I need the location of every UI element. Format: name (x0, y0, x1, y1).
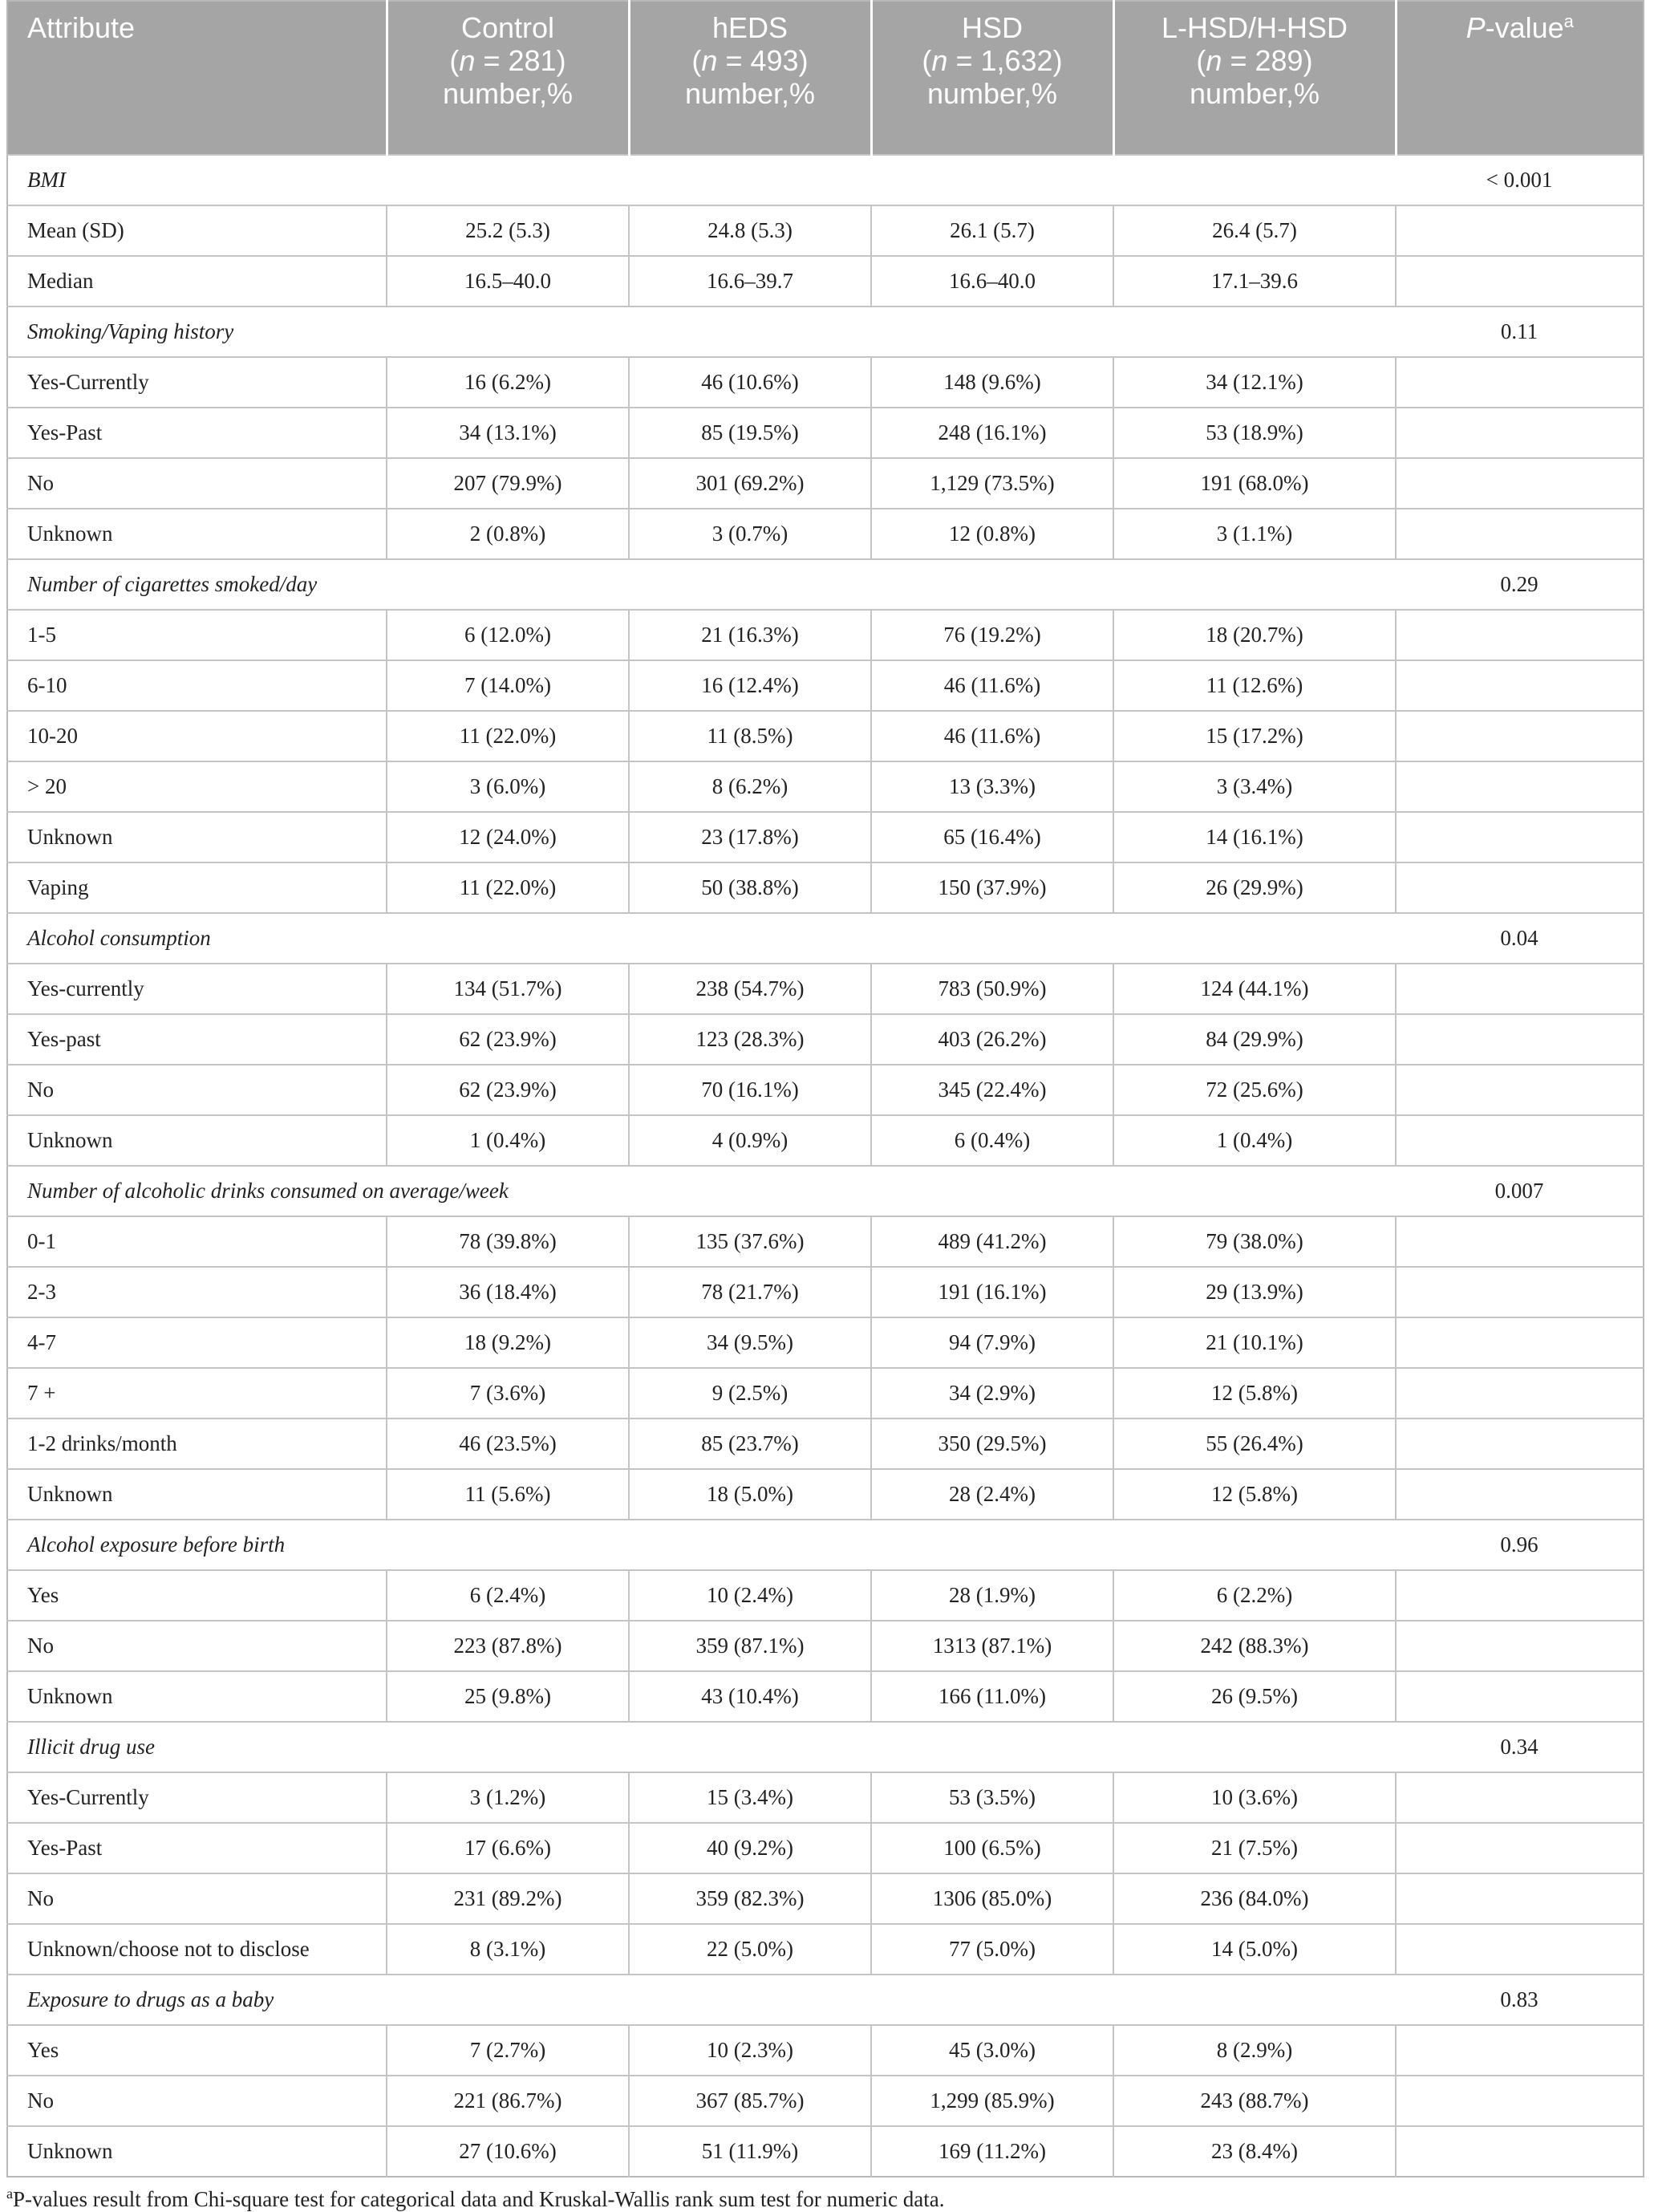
header-group-hsd (871, 1, 1113, 155)
p-value: 0.34 (1396, 1722, 1644, 1772)
table-cell: 18 (20.7%) (1113, 610, 1396, 660)
header-group-n-value: 281 (508, 44, 557, 77)
table-cell: 223 (87.8%) (387, 1621, 629, 1671)
table-cell: 18 (9.2%) (387, 1317, 629, 1368)
table-cell: 11 (22.0%) (387, 711, 629, 761)
table-cell: 51 (11.9%) (629, 2126, 871, 2177)
table-row (7, 1873, 1644, 1924)
p-value-cell (1396, 1924, 1644, 1975)
table-row (7, 1115, 1644, 1166)
row-label: Yes-past (7, 1014, 387, 1065)
table-cell: 28 (1.9%) (871, 1570, 1113, 1621)
table-cell: 85 (23.7%) (629, 1419, 871, 1469)
section-row (7, 913, 1644, 964)
section-row (7, 559, 1644, 610)
table-row (7, 1671, 1644, 1722)
table-cell: 26.4 (5.7) (1113, 205, 1396, 256)
table-cell: 134 (51.7%) (387, 964, 629, 1014)
row-label: Yes (7, 1570, 387, 1621)
table-cell: 12 (24.0%) (387, 812, 629, 862)
table-cell: 1,299 (85.9%) (871, 2076, 1113, 2126)
header-group-n-value: 1,632 (980, 44, 1053, 77)
header-pvalue-sup: a (1563, 11, 1574, 31)
table-cell: 6 (12.0%) (387, 610, 629, 660)
header-pvalue-rest: -value (1485, 11, 1564, 44)
table-row (7, 1823, 1644, 1873)
table-cell: 6 (0.4%) (871, 1115, 1113, 1166)
table-cell: 77 (5.0%) (871, 1924, 1113, 1975)
table-cell: 4 (0.9%) (629, 1115, 871, 1166)
table-cell: 11 (8.5%) (629, 711, 871, 761)
table-cell: 36 (18.4%) (387, 1267, 629, 1317)
table-row (7, 1368, 1644, 1419)
table-row (7, 509, 1644, 559)
table-cell: 1 (0.4%) (387, 1115, 629, 1166)
table-cell: 17 (6.6%) (387, 1823, 629, 1873)
row-label: 1-5 (7, 610, 387, 660)
p-value-cell (1396, 1065, 1644, 1115)
p-value-cell (1396, 1419, 1644, 1469)
table-cell: 2 (0.8%) (387, 509, 629, 559)
p-value-cell (1396, 1823, 1644, 1873)
row-label: 7 + (7, 1368, 387, 1419)
table-cell: 231 (89.2%) (387, 1873, 629, 1924)
p-value-cell (1396, 711, 1644, 761)
table-cell: 6 (2.4%) (387, 1570, 629, 1621)
p-value-cell (1396, 256, 1644, 306)
row-label: Unknown (7, 1469, 387, 1520)
p-value-cell (1396, 1873, 1644, 1924)
table-cell: 248 (16.1%) (871, 408, 1113, 458)
row-label: 0-1 (7, 1216, 387, 1267)
header-group-control (387, 1, 629, 155)
table-cell: 28 (2.4%) (871, 1469, 1113, 1520)
header-group-name: hEDS (711, 11, 788, 44)
table-cell: 78 (39.8%) (387, 1216, 629, 1267)
table-cell: 14 (5.0%) (1113, 1924, 1396, 1975)
table-cell: 94 (7.9%) (871, 1317, 1113, 1368)
section-title: Smoking/Vaping history (7, 306, 1396, 357)
table-cell: 3 (3.4%) (1113, 761, 1396, 812)
p-value-cell (1396, 2076, 1644, 2126)
p-value-cell (1396, 812, 1644, 862)
table-row (7, 1317, 1644, 1368)
table-cell: 24.8 (5.3) (629, 205, 871, 256)
section-row (7, 1166, 1644, 1216)
table-cell: 242 (88.3%) (1113, 1621, 1396, 1671)
table-cell: 7 (2.7%) (387, 2025, 629, 2076)
table-row (7, 1621, 1644, 1671)
p-value-cell (1396, 862, 1644, 913)
p-value-cell (1396, 964, 1644, 1014)
table-cell: 489 (41.2%) (871, 1216, 1113, 1267)
p-value-cell (1396, 408, 1644, 458)
table-cell: 16.5–40.0 (387, 256, 629, 306)
document (6, 0, 1643, 2212)
table-cell: 85 (19.5%) (629, 408, 871, 458)
table-cell: 34 (2.9%) (871, 1368, 1113, 1419)
table-cell: 79 (38.0%) (1113, 1216, 1396, 1267)
table-cell: 11 (5.6%) (387, 1469, 629, 1520)
table-cell: 191 (16.1%) (871, 1267, 1113, 1317)
p-value: 0.29 (1396, 559, 1644, 610)
table-row (7, 357, 1644, 408)
row-label: Unknown (7, 812, 387, 862)
header-row (7, 1, 1644, 155)
row-label: No (7, 1065, 387, 1115)
table-cell: 25.2 (5.3) (387, 205, 629, 256)
table-cell: 359 (87.1%) (629, 1621, 871, 1671)
table-cell: 15 (3.4%) (629, 1772, 871, 1823)
p-value-cell (1396, 2025, 1644, 2076)
section-row (7, 155, 1644, 205)
table-cell: 12 (5.8%) (1113, 1469, 1396, 1520)
table-cell: 62 (23.9%) (387, 1014, 629, 1065)
footnote-text: P-values result from Chi-square test for categorical data and Kruskal-Wallis rank sum test for numeric data. (13, 2187, 945, 2211)
header-attribute (7, 1, 387, 155)
table-cell: 43 (10.4%) (629, 1671, 871, 1722)
table-cell: 40 (9.2%) (629, 1823, 871, 1873)
row-label: No (7, 1621, 387, 1671)
table-cell: 8 (2.9%) (1113, 2025, 1396, 2076)
p-value: 0.007 (1396, 1166, 1644, 1216)
section-title: Illicit drug use (7, 1722, 1396, 1772)
table-cell: 16 (6.2%) (387, 357, 629, 408)
table-cell: 16.6–39.7 (629, 256, 871, 306)
table-cell: 18 (5.0%) (629, 1469, 871, 1520)
table-cell: 46 (11.6%) (871, 660, 1113, 711)
p-value: 0.96 (1396, 1520, 1644, 1570)
table-row (7, 862, 1644, 913)
row-label: No (7, 458, 387, 509)
table-cell: 169 (11.2%) (871, 2126, 1113, 2177)
p-value: 0.04 (1396, 913, 1644, 964)
table-cell: 70 (16.1%) (629, 1065, 871, 1115)
table-row (7, 1065, 1644, 1115)
p-value: 0.11 (1396, 306, 1644, 357)
table-cell: 16.6–40.0 (871, 256, 1113, 306)
row-label: Yes (7, 2025, 387, 2076)
table-cell: 17.1–39.6 (1113, 256, 1396, 306)
table-cell: 3 (1.2%) (387, 1772, 629, 1823)
header-group-name: Control (460, 11, 555, 44)
table-cell: 148 (9.6%) (871, 357, 1113, 408)
row-label: Yes-Past (7, 408, 387, 458)
table-cell: 135 (37.6%) (629, 1216, 871, 1267)
table-cell: 1,129 (73.5%) (871, 458, 1113, 509)
table-row (7, 1924, 1644, 1975)
table-cell: 34 (13.1%) (387, 408, 629, 458)
table-row (7, 660, 1644, 711)
p-value-cell (1396, 1267, 1644, 1317)
table-cell: 236 (84.0%) (1113, 1873, 1396, 1924)
section-row (7, 1520, 1644, 1570)
table-cell: 100 (6.5%) (871, 1823, 1113, 1873)
row-label: 6-10 (7, 660, 387, 711)
table-cell: 367 (85.7%) (629, 2076, 871, 2126)
row-label: > 20 (7, 761, 387, 812)
footnote (6, 2187, 1643, 2212)
p-value-cell (1396, 761, 1644, 812)
table-cell: 238 (54.7%) (629, 964, 871, 1014)
section-title: Number of alcoholic drinks consumed on average/week (7, 1166, 1396, 1216)
p-value-cell (1396, 1216, 1644, 1267)
header-group-n: (n = 281) (449, 44, 566, 77)
table-row (7, 205, 1644, 256)
header-group-unit: number,% (684, 77, 816, 110)
table-cell: 23 (17.8%) (629, 812, 871, 862)
table-cell: 3 (0.7%) (629, 509, 871, 559)
table-cell: 21 (16.3%) (629, 610, 871, 660)
table-cell: 7 (14.0%) (387, 660, 629, 711)
table-cell: 8 (3.1%) (387, 1924, 629, 1975)
table-cell: 29 (13.9%) (1113, 1267, 1396, 1317)
table-row (7, 2025, 1644, 2076)
header-group-unit: number,% (1189, 77, 1320, 110)
table-cell: 12 (0.8%) (871, 509, 1113, 559)
p-value-cell (1396, 1368, 1644, 1419)
table-cell: 350 (29.5%) (871, 1419, 1113, 1469)
table-cell: 1 (0.4%) (1113, 1115, 1396, 1166)
table-row (7, 1570, 1644, 1621)
p-value-cell (1396, 660, 1644, 711)
p-value-cell (1396, 2126, 1644, 2177)
table-cell: 166 (11.0%) (871, 1671, 1113, 1722)
row-label: Unknown (7, 1671, 387, 1722)
p-value: 0.83 (1396, 1975, 1644, 2025)
table-row (7, 2126, 1644, 2177)
table-cell: 21 (10.1%) (1113, 1317, 1396, 1368)
table-cell: 3 (6.0%) (387, 761, 629, 812)
table-cell: 191 (68.0%) (1113, 458, 1396, 509)
table-cell: 3 (1.1%) (1113, 509, 1396, 559)
table-row (7, 408, 1644, 458)
p-value-cell (1396, 1469, 1644, 1520)
table-cell: 11 (12.6%) (1113, 660, 1396, 711)
table-row (7, 1772, 1644, 1823)
table-cell: 26 (29.9%) (1113, 862, 1396, 913)
row-label: 2-3 (7, 1267, 387, 1317)
row-label: No (7, 2076, 387, 2126)
header-pvalue-label (1410, 11, 1631, 44)
p-value: < 0.001 (1396, 155, 1644, 205)
header-pvalue (1396, 1, 1644, 155)
table-cell: 46 (11.6%) (871, 711, 1113, 761)
header-group-n-value: 289 (1255, 44, 1303, 77)
table-cell: 124 (44.1%) (1113, 964, 1396, 1014)
header-group-name: L-HSD/H-HSD (1161, 11, 1348, 44)
table-cell: 78 (21.7%) (629, 1267, 871, 1317)
table-row (7, 964, 1644, 1014)
table-cell: 84 (29.9%) (1113, 1014, 1396, 1065)
section-title: Alcohol exposure before birth (7, 1520, 1396, 1570)
table-cell: 22 (5.0%) (629, 1924, 871, 1975)
header-group-name: HSD (961, 11, 1023, 44)
row-label: 10-20 (7, 711, 387, 761)
row-label: Mean (SD) (7, 205, 387, 256)
p-value-cell (1396, 1115, 1644, 1166)
table-cell: 9 (2.5%) (629, 1368, 871, 1419)
p-value-cell (1396, 458, 1644, 509)
table-cell: 46 (23.5%) (387, 1419, 629, 1469)
footnote-marker: a (6, 2186, 13, 2202)
table-cell: 345 (22.4%) (871, 1065, 1113, 1115)
header-group-heds (629, 1, 871, 155)
table-cell: 34 (12.1%) (1113, 357, 1396, 408)
table-cell: 301 (69.2%) (629, 458, 871, 509)
row-label: Yes-currently (7, 964, 387, 1014)
table-row (7, 1216, 1644, 1267)
header-group-n: (n = 289) (1196, 44, 1313, 77)
section-title: Exposure to drugs as a baby (7, 1975, 1396, 2025)
table-cell: 243 (88.7%) (1113, 2076, 1396, 2126)
header-group-n: (n = 1,632) (922, 44, 1063, 77)
table-cell: 8 (6.2%) (629, 761, 871, 812)
row-label: Vaping (7, 862, 387, 913)
table-cell: 65 (16.4%) (871, 812, 1113, 862)
table-row (7, 761, 1644, 812)
table-cell: 14 (16.1%) (1113, 812, 1396, 862)
header-attribute-label: Attribute (27, 11, 136, 44)
row-label: Unknown (7, 509, 387, 559)
table-cell: 12 (5.8%) (1113, 1368, 1396, 1419)
table-cell: 27 (10.6%) (387, 2126, 629, 2177)
row-label: Yes-Currently (7, 1772, 387, 1823)
table-cell: 10 (2.3%) (629, 2025, 871, 2076)
table-cell: 6 (2.2%) (1113, 1570, 1396, 1621)
header-group-n-value: 493 (750, 44, 799, 77)
p-value-cell (1396, 1317, 1644, 1368)
table-cell: 1306 (85.0%) (871, 1873, 1113, 1924)
p-value-cell (1396, 1772, 1644, 1823)
table-cell: 207 (79.9%) (387, 458, 629, 509)
row-label: Unknown (7, 1115, 387, 1166)
section-title: BMI (7, 155, 1396, 205)
table-cell: 10 (2.4%) (629, 1570, 871, 1621)
row-label: Unknown/choose not to disclose (7, 1924, 387, 1975)
table-cell: 62 (23.9%) (387, 1065, 629, 1115)
section-title: Alcohol consumption (7, 913, 1396, 964)
table-cell: 72 (25.6%) (1113, 1065, 1396, 1115)
row-label: Yes-Currently (7, 357, 387, 408)
p-value-cell (1396, 357, 1644, 408)
table-cell: 53 (3.5%) (871, 1772, 1113, 1823)
header-pvalue-italic: P (1465, 11, 1486, 44)
p-value-cell (1396, 205, 1644, 256)
table-cell: 34 (9.5%) (629, 1317, 871, 1368)
table-cell: 403 (26.2%) (871, 1014, 1113, 1065)
table-row (7, 711, 1644, 761)
table-cell: 13 (3.3%) (871, 761, 1113, 812)
table-cell: 1313 (87.1%) (871, 1621, 1113, 1671)
table-row (7, 812, 1644, 862)
p-value-cell (1396, 1570, 1644, 1621)
table-cell: 50 (38.8%) (629, 862, 871, 913)
table-row (7, 610, 1644, 660)
section-title: Number of cigarettes smoked/day (7, 559, 1396, 610)
table-cell: 16 (12.4%) (629, 660, 871, 711)
table-cell: 359 (82.3%) (629, 1873, 871, 1924)
row-label: No (7, 1873, 387, 1924)
table-cell: 23 (8.4%) (1113, 2126, 1396, 2177)
table-cell: 53 (18.9%) (1113, 408, 1396, 458)
table-row (7, 1014, 1644, 1065)
header-group-unit: number,% (442, 77, 574, 110)
table-row (7, 458, 1644, 509)
header-group-n: (n = 493) (691, 44, 809, 77)
row-label: 4-7 (7, 1317, 387, 1368)
table-cell: 783 (50.9%) (871, 964, 1113, 1014)
table-cell: 221 (86.7%) (387, 2076, 629, 2126)
table-row (7, 256, 1644, 306)
section-row (7, 1722, 1644, 1772)
section-row (7, 306, 1644, 357)
p-value-cell (1396, 1671, 1644, 1722)
table-body (7, 155, 1644, 2177)
data-table (6, 0, 1644, 2178)
table-cell: 76 (19.2%) (871, 610, 1113, 660)
p-value-cell (1396, 1014, 1644, 1065)
table-cell: 123 (28.3%) (629, 1014, 871, 1065)
header-group-unit: number,% (926, 77, 1058, 110)
table-cell: 150 (37.9%) (871, 862, 1113, 913)
table-cell: 45 (3.0%) (871, 2025, 1113, 2076)
table-cell: 46 (10.6%) (629, 357, 871, 408)
table-row (7, 1419, 1644, 1469)
table-cell: 26 (9.5%) (1113, 1671, 1396, 1722)
row-label: Unknown (7, 2126, 387, 2177)
table-row (7, 1267, 1644, 1317)
section-row (7, 1975, 1644, 2025)
table-cell: 26.1 (5.7) (871, 205, 1113, 256)
table-cell: 7 (3.6%) (387, 1368, 629, 1419)
table-cell: 55 (26.4%) (1113, 1419, 1396, 1469)
table-cell: 10 (3.6%) (1113, 1772, 1396, 1823)
table-header (7, 1, 1644, 155)
row-label: Median (7, 256, 387, 306)
row-label: 1-2 drinks/month (7, 1419, 387, 1469)
table-cell: 11 (22.0%) (387, 862, 629, 913)
p-value-cell (1396, 1621, 1644, 1671)
table-row (7, 2076, 1644, 2126)
header-group-lhsd-hhsd (1113, 1, 1396, 155)
table-cell: 15 (17.2%) (1113, 711, 1396, 761)
p-value-cell (1396, 610, 1644, 660)
table-cell: 25 (9.8%) (387, 1671, 629, 1722)
table-cell: 21 (7.5%) (1113, 1823, 1396, 1873)
table-row (7, 1469, 1644, 1520)
p-value-cell (1396, 509, 1644, 559)
row-label: Yes-Past (7, 1823, 387, 1873)
